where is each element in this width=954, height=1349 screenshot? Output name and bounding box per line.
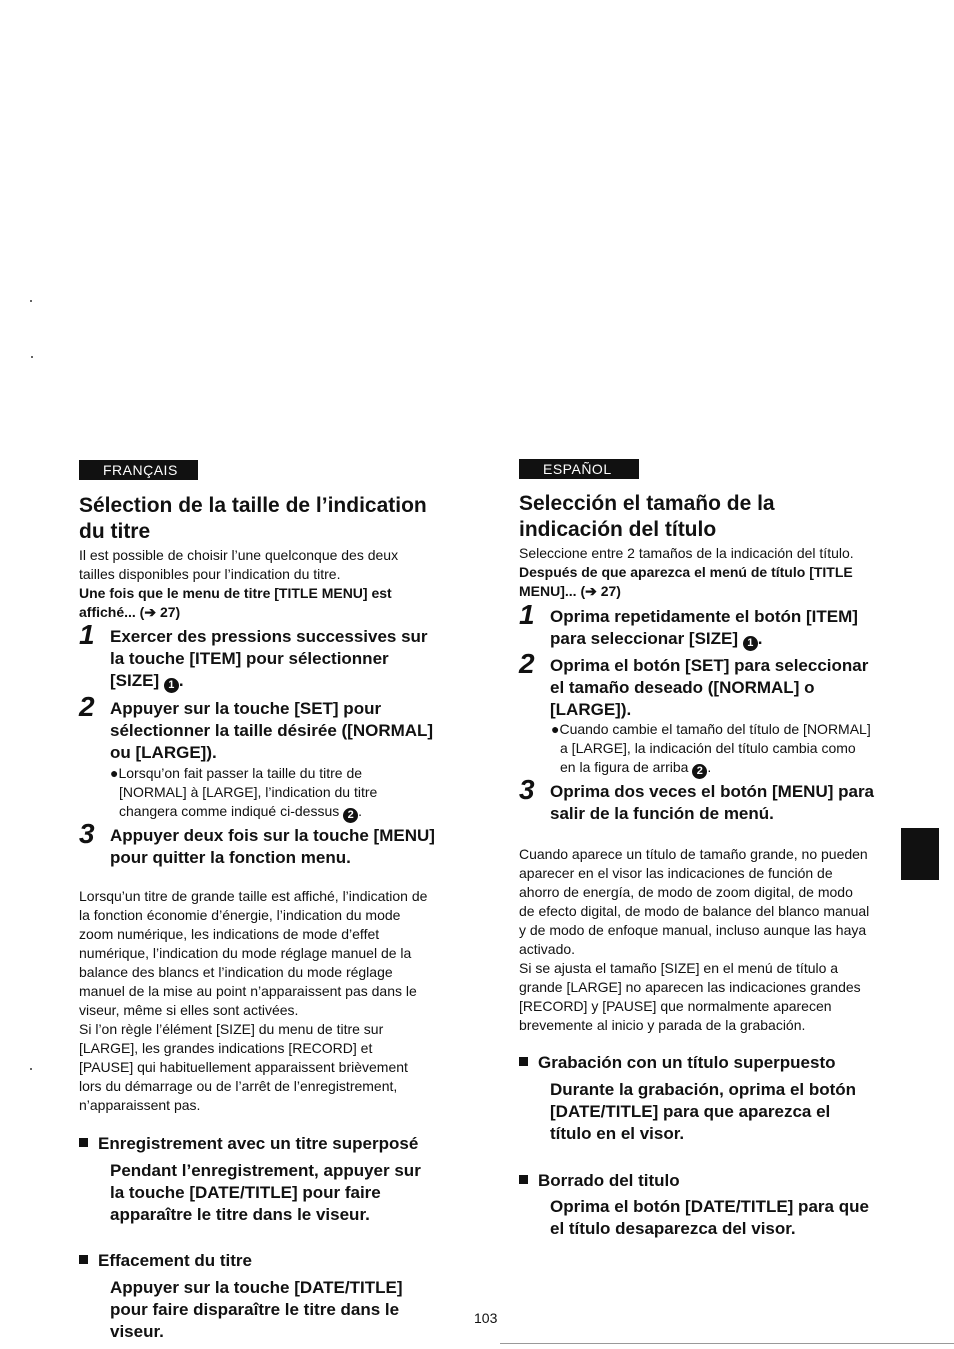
title-line: Selección el tamaño de la: [519, 492, 775, 515]
title-line: du titre: [79, 520, 151, 543]
step-line: [LARGE]).: [550, 700, 632, 719]
instruction-line: el título desaparezca del visor.: [550, 1219, 796, 1238]
paragraph-line: Cuando aparece un título de tamaño grande, no pueden: [519, 846, 868, 862]
subheading-es-recording: [519, 1052, 836, 1074]
note-line: changera comme indiqué ci-dessus: [119, 803, 340, 819]
scan-speck: [31, 356, 33, 358]
note-line: ●Lorsqu’on fait passer la taille du titre de: [110, 765, 363, 781]
subheading-text: Borrado del titulo: [538, 1171, 680, 1190]
paragraph-line: manuel de la mise au point n’apparaissent pas dans le: [79, 983, 417, 999]
step-line: Exercer des pressions successives sur: [110, 627, 428, 646]
subheading-fr-erase: [79, 1250, 252, 1272]
subheading-es-erase: [519, 1170, 680, 1192]
paragraph-line: numérique, l’indication du mode réglage manuel de la: [79, 945, 412, 961]
square-bullet-icon: [519, 1057, 528, 1066]
precondition-text-es: [519, 563, 853, 601]
bottom-rule: [500, 1343, 954, 1344]
step-number: 3: [519, 774, 535, 805]
scan-speck: [30, 300, 32, 302]
step-line: ou [LARGE]).: [110, 743, 217, 762]
text-line: Después de que aparezca el menú de título [TITLE: [519, 564, 853, 580]
paragraph-line: n’apparaissent pas.: [79, 1097, 201, 1113]
section-title-fr: [79, 493, 427, 545]
step-line: Oprima dos veces el botón [MENU] para: [550, 782, 875, 801]
step-line: Oprima repetidamente el botón [ITEM]: [550, 607, 858, 626]
figure-ref-1-icon: 1: [743, 636, 758, 651]
instruction-es-erase: [550, 1196, 869, 1240]
step-line: el tamaño deseado ([NORMAL] o: [550, 678, 815, 697]
step-line: para seleccionar [SIZE]: [550, 629, 739, 648]
step-number: 2: [79, 691, 95, 722]
step-line: salir de la función de menú.: [550, 804, 774, 823]
paragraph-line: [PAUSE] qui habituellement apparaissent brièvement: [79, 1059, 408, 1075]
square-bullet-icon: [519, 1175, 528, 1184]
note-line: ●Cuando cambie el tamaño del título de [NORMAL]: [551, 721, 871, 737]
paragraph-line: lors du démarrage ou de l’arrêt de l’enregistrement,: [79, 1078, 398, 1094]
instruction-line: Durante la grabación, oprima el botón: [550, 1080, 857, 1099]
note-line: a [LARGE], la indicación del título cambia como: [560, 740, 856, 756]
paragraph-line: Lorsqu’un titre de grande taille est affiché, l’indication de: [79, 888, 428, 904]
lang-tag-espanol: ESPAÑOL: [519, 459, 639, 479]
instruction-fr-erase: [110, 1277, 402, 1343]
title-line: Sélection de la taille de l’indication: [79, 494, 427, 517]
instruction-line: Appuyer sur la touche [DATE/TITLE]: [110, 1278, 403, 1297]
section-title-es: [519, 491, 775, 543]
square-bullet-icon: [79, 1138, 88, 1147]
subheading-fr-recording: [79, 1133, 418, 1155]
instruction-es-recording: [550, 1079, 856, 1145]
text-line: Il est possible de choisir l’une quelconque des deux: [79, 547, 399, 563]
step-line: Appuyer deux fois sur la touche [MENU]: [110, 826, 435, 845]
paragraph-line: aparecer en el visor las indicaciones de función de: [519, 865, 833, 881]
subheading-text: Enregistrement avec un titre superposé: [98, 1134, 419, 1153]
square-bullet-icon: [79, 1255, 88, 1264]
paragraph-line: [LARGE], les grandes indications [RECORD] et: [79, 1040, 373, 1056]
instruction-fr-recording: [110, 1160, 421, 1226]
subheading-text: Grabación con un título superpuesto: [538, 1053, 836, 1072]
paragraph-line: la fonction économie d’énergie, l’indication du mode: [79, 907, 401, 923]
paragraph-line: Si l’on règle l’élément [SIZE] du menu de titre sur: [79, 1021, 384, 1037]
intro-text-es: [519, 544, 854, 563]
body-paragraph-fr: [79, 887, 427, 1115]
step-line: Appuyer sur la touche [SET] pour: [110, 699, 382, 718]
paragraph-line: [RECORD] y [PAUSE] que normalmente aparecen: [519, 998, 832, 1014]
paragraph-line: zoom numérique, les indications de mode d’effet: [79, 926, 380, 942]
note-line: [NORMAL] à [LARGE], l’indication du titre: [119, 784, 378, 800]
step-number: 1: [79, 619, 95, 650]
step-line: [SIZE]: [110, 671, 160, 690]
subheading-text: Effacement du titre: [98, 1251, 252, 1270]
step-number: 2: [519, 648, 535, 679]
instruction-line: viseur.: [110, 1322, 164, 1341]
paragraph-line: brevemente al inicio y parada de la grabación.: [519, 1017, 806, 1033]
figure-ref-2-icon: 2: [343, 808, 358, 823]
paragraph-line: ahorro de energía, de modo de zoom digital, de modo: [519, 884, 853, 900]
paragraph-line: grande [LARGE] no aparecen las indicaciones grandes: [519, 979, 861, 995]
text-line: tailles disponibles pour l’indication du titre.: [79, 566, 341, 582]
paragraph-line: activado.: [519, 941, 576, 957]
note-es: ●Cuando cambie el tamaño del título de [NORMAL] a [LARGE], la indicación del título cambia como en la figura de arriba 2 .: [551, 721, 871, 777]
paragraph-line: viseur, même si elles sont activées.: [79, 1002, 299, 1018]
step-line: Oprima el botón [SET] para seleccionar: [550, 656, 869, 675]
step-line: la touche [ITEM] pour sélectionner: [110, 649, 389, 668]
lang-tag-francais: FRANÇAIS: [79, 460, 198, 480]
title-line: indicación del título: [519, 518, 717, 541]
text-line: affiché... (➔ 27): [79, 604, 181, 620]
note-line: en la figura de arriba: [560, 759, 689, 775]
figure-ref-1-icon: 1: [164, 678, 179, 693]
figure-ref-2-icon: 2: [692, 764, 707, 779]
text-line: MENU]... (➔ 27): [519, 583, 621, 599]
step-line: pour quitter la fonction menu.: [110, 848, 351, 867]
step-number: 1: [519, 599, 535, 630]
text-line: Seleccione entre 2 tamaños de la indicación del título.: [519, 545, 854, 561]
paragraph-line: de efecto digital, de modo de balance del blanco manual: [519, 903, 870, 919]
intro-text-fr: [79, 546, 398, 584]
instruction-line: título en el visor.: [550, 1124, 685, 1143]
body-paragraph-es: [519, 845, 869, 1035]
section-thumb-tab: [901, 828, 939, 880]
instruction-line: [DATE/TITLE] para que aparezca el: [550, 1102, 831, 1121]
paragraph-line: y de modo de enfoque manual, incluso aunque las haya: [519, 922, 867, 938]
instruction-line: pour faire disparaître le titre dans le: [110, 1300, 400, 1319]
step-number: 3: [79, 818, 95, 849]
instruction-line: la touche [DATE/TITLE] pour faire: [110, 1183, 381, 1202]
instruction-line: Oprima el botón [DATE/TITLE] para que: [550, 1197, 869, 1216]
instruction-line: apparaître le titre dans le viseur.: [110, 1205, 370, 1224]
instruction-line: Pendant l’enregistrement, appuyer sur: [110, 1161, 421, 1180]
scan-speck: [30, 1068, 32, 1070]
step-line: sélectionner la taille désirée ([NORMAL]: [110, 721, 434, 740]
note-fr: ●Lorsqu’on fait passer la taille du titre de [NORMAL] à [LARGE], l’indication du titre changera comme indiqué ci-dessus 2 .: [110, 765, 378, 821]
text-line: Une fois que le menu de titre [TITLE MENU] est: [79, 585, 392, 601]
paragraph-line: Si se ajusta el tamaño [SIZE] en el menú de título a: [519, 960, 839, 976]
page-number: 103: [474, 1310, 498, 1326]
precondition-text-fr: [79, 584, 392, 622]
paragraph-line: balance des blancs et l’indication du mode réglage: [79, 964, 393, 980]
